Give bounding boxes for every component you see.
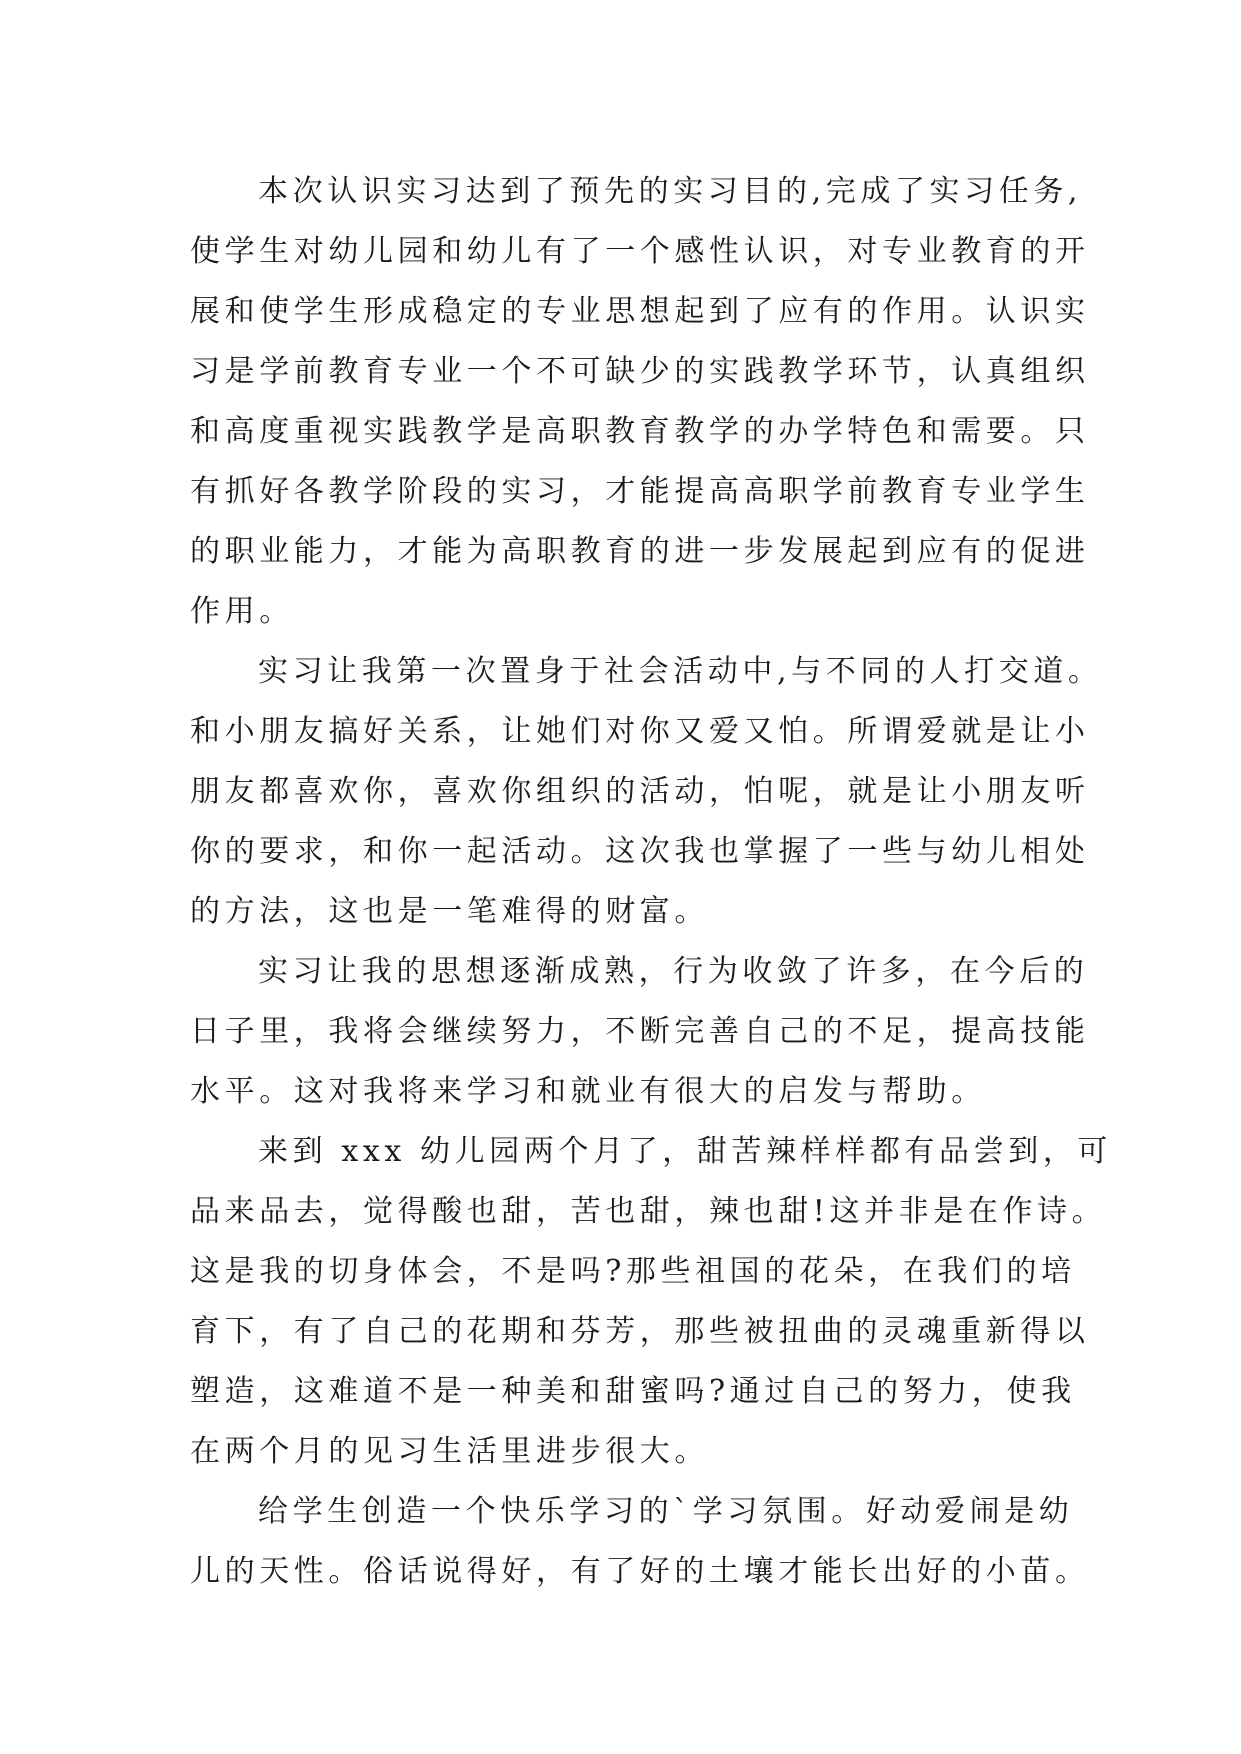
text-line: 品来品去，觉得酸也甜，苦也甜，辣也甜!这并非是在作诗。 <box>190 1194 1107 1229</box>
text-line: 和小朋友搞好关系，让她们对你又爱又怕。所谓爱就是让小 <box>190 714 1090 749</box>
document-body <box>190 162 1113 1602</box>
text-line: 水平。这对我将来学习和就业有很大的启发与帮助。 <box>190 1074 986 1109</box>
text-line: 实习让我的思想逐渐成熟，行为收敛了许多，在今后的 <box>258 954 1089 989</box>
text-line: 的职业能力，才能为高职教育的进一步发展起到应有的促进 <box>190 534 1090 569</box>
paragraph <box>190 942 1090 1122</box>
text-line: 实习让我第一次置身于社会活动中,与不同的人打交道。 <box>258 654 1103 689</box>
paragraph <box>190 642 1103 942</box>
text-line: 使学生对幼儿园和幼儿有了一个感性认识，对专业教育的开 <box>190 234 1090 269</box>
text-line: 育下，有了自己的花期和芬芳，那些被扭曲的灵魂重新得以 <box>190 1314 1090 1349</box>
text-line: 这是我的切身体会，不是吗?那些祖国的花朵，在我们的培 <box>190 1254 1076 1289</box>
text-line: 朋友都喜欢你，喜欢你组织的活动，怕呢，就是让小朋友听 <box>190 774 1090 809</box>
text-line: 儿的天性。俗话说得好，有了好的土壤才能长出好的小苗。 <box>190 1554 1090 1589</box>
text-line: 的方法，这也是一笔难得的财富。 <box>190 894 709 929</box>
text-line: 在两个月的见习生活里进步很大。 <box>190 1434 709 1469</box>
text-line: 有抓好各教学阶段的实习，才能提高高职学前教育专业学生 <box>190 474 1090 509</box>
paragraph <box>190 1482 1090 1602</box>
text-line: 作用。 <box>190 594 294 629</box>
text-line: 你的要求，和你一起活动。这次我也掌握了一些与幼儿相处 <box>190 834 1090 869</box>
paragraph <box>190 162 1090 642</box>
text-line: 本次认识实习达到了预先的实习目的,完成了实习任务, <box>258 174 1083 209</box>
text-line: 展和使学生形成稳定的专业思想起到了应有的作用。认识实 <box>190 294 1090 329</box>
text-line: 来到 xxx 幼儿园两个月了，甜苦辣样样都有品尝到，可 <box>258 1134 1113 1169</box>
paragraph <box>190 1122 1113 1482</box>
text-line: 塑造，这难道不是一种美和甜蜜吗?通过自己的努力，使我 <box>190 1374 1076 1409</box>
text-line: 日子里，我将会继续努力，不断完善自己的不足，提高技能 <box>190 1014 1090 1049</box>
text-line: 给学生创造一个快乐学习的`学习氛围。好动爱闹是幼 <box>258 1494 1074 1529</box>
text-line: 和高度重视实践教学是高职教育教学的办学特色和需要。只 <box>190 414 1090 449</box>
text-line: 习是学前教育专业一个不可缺少的实践教学环节，认真组织 <box>190 354 1090 389</box>
